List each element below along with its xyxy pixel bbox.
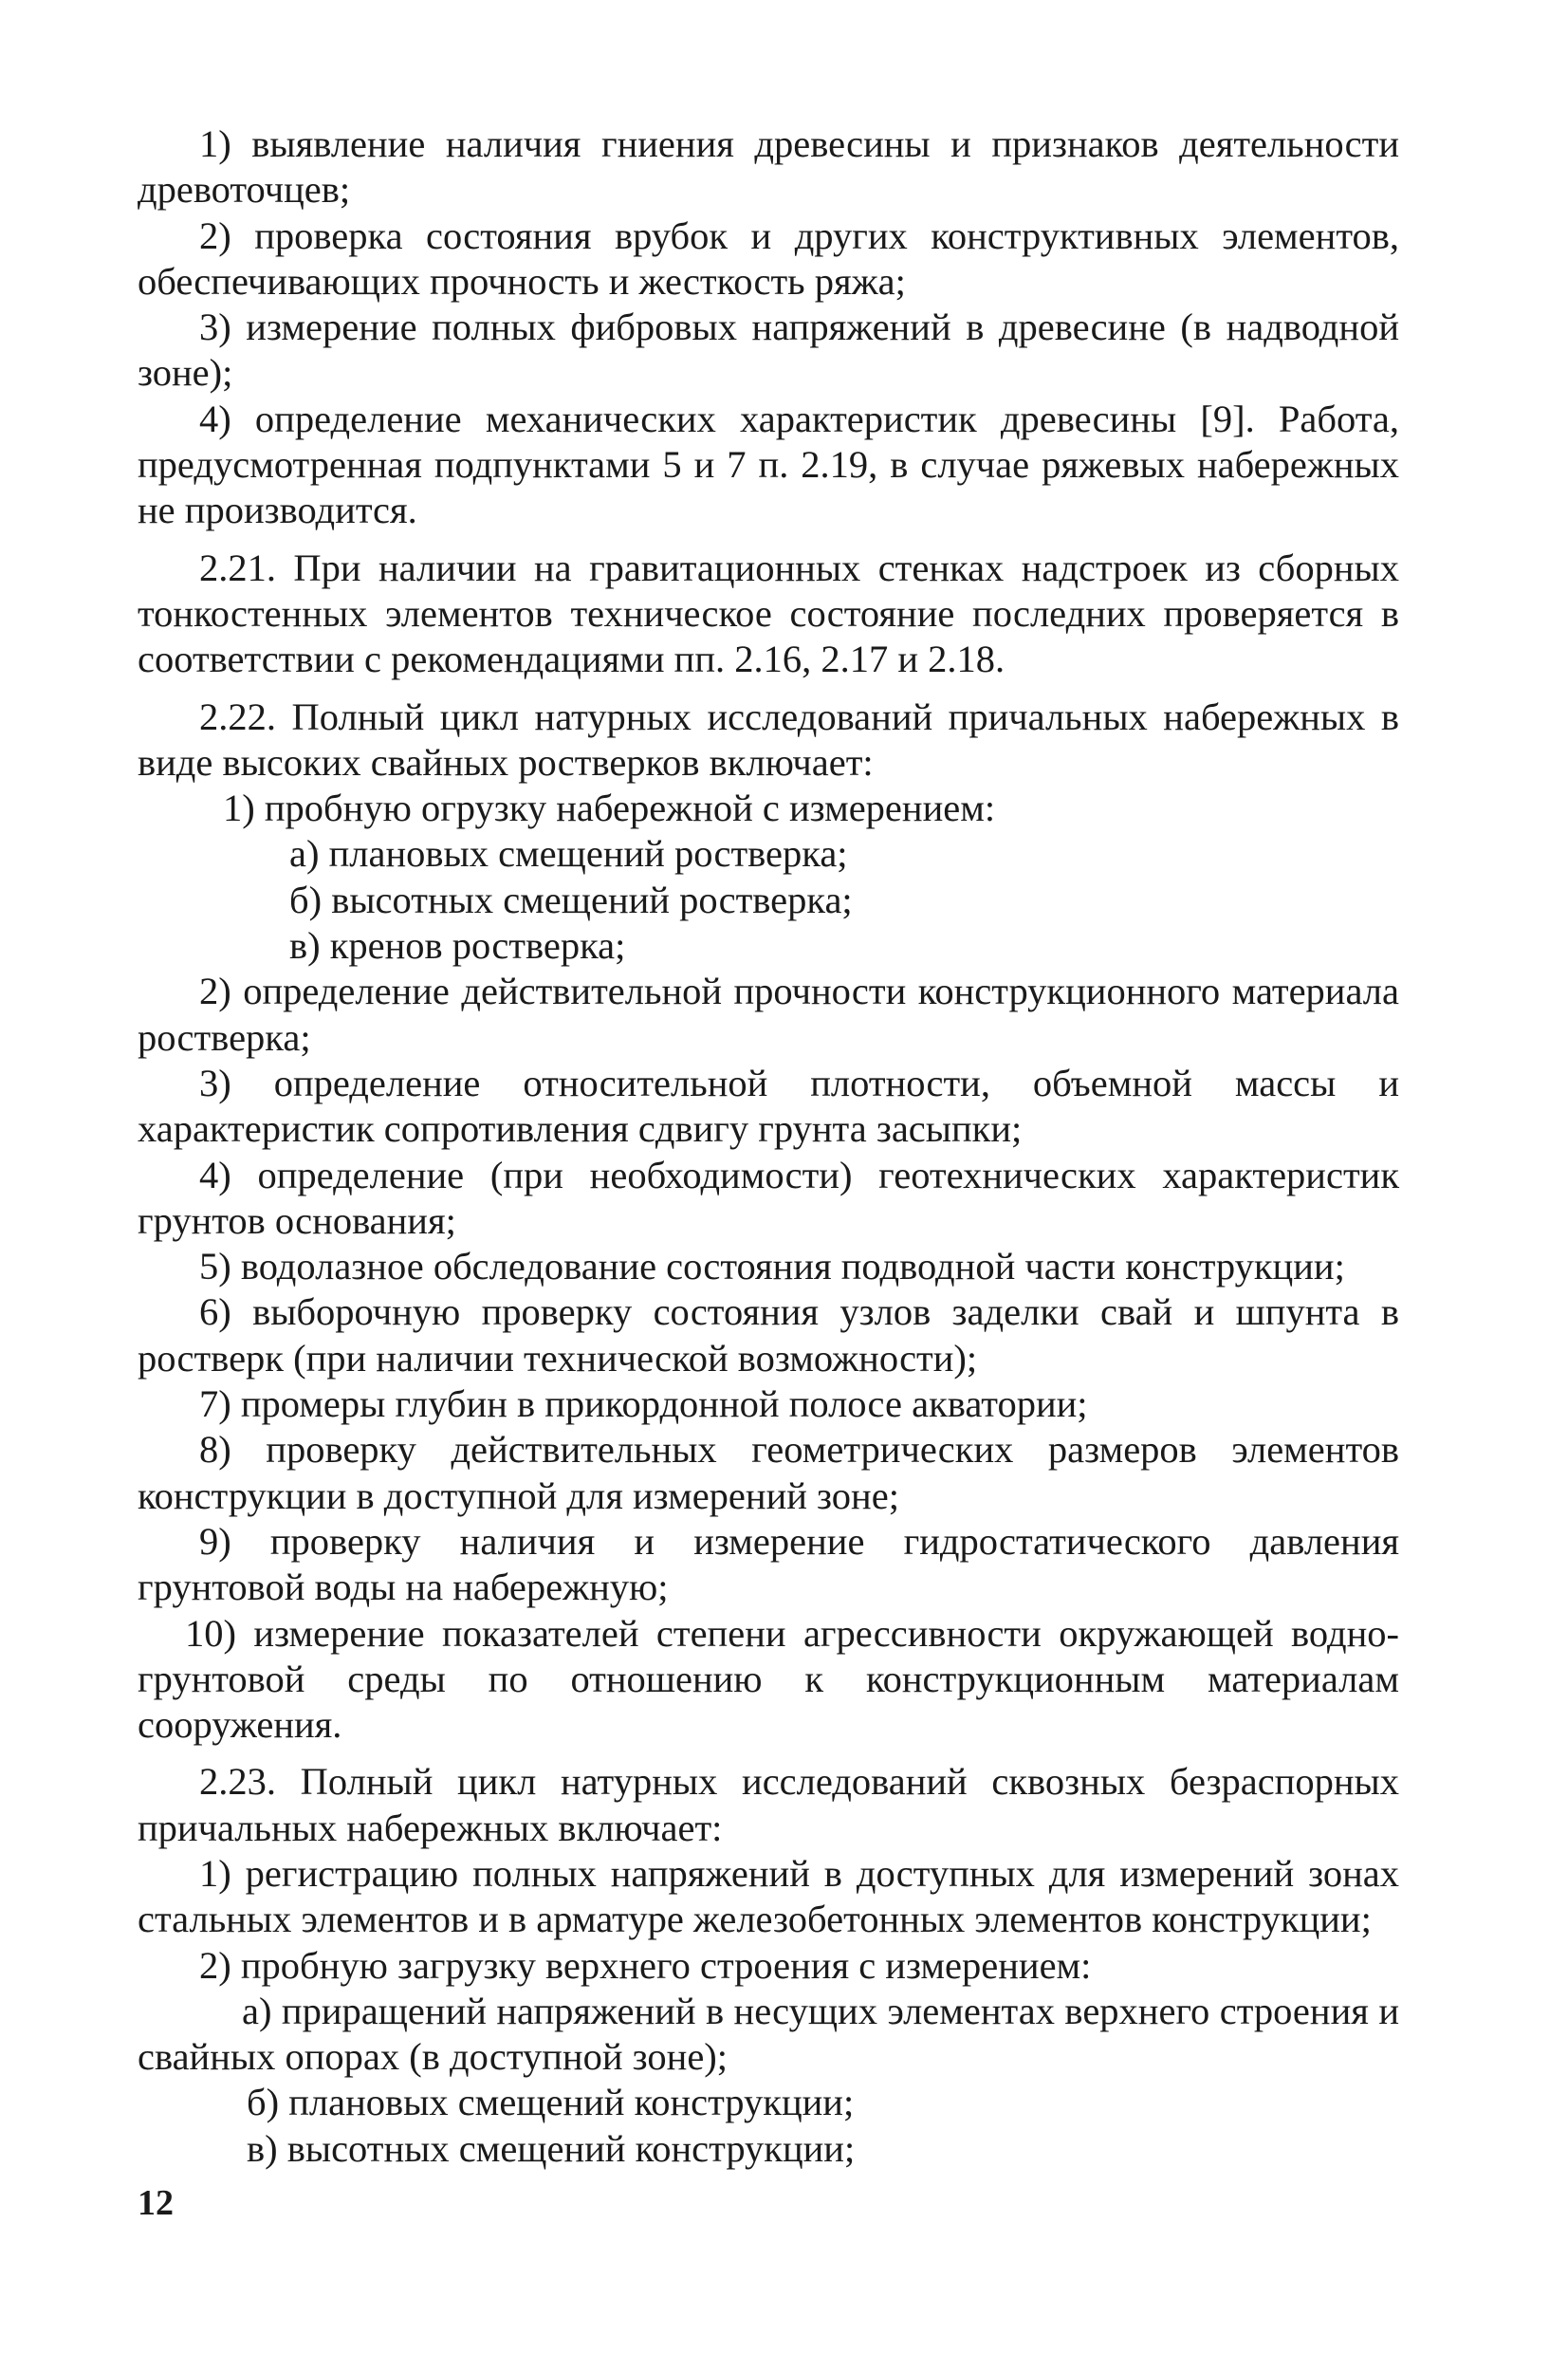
paragraph-item-1: 1) выявление наличия гниения древесины и признаков деятельности древоточцев;: [138, 122, 1399, 212]
list-item-2-23-1: 1) регистрацию полных напряжений в доступных для измерений зонах стальных элементов и в арматуре железобетонных элементов конструкции;: [138, 1851, 1399, 1941]
list-item-6: 6) выборочную проверку состояния узлов заделки свай и шпунта в ростверк (при наличии технической возможности);: [138, 1290, 1399, 1380]
list-item-5: 5) водолазное обследование состояния подводной части конструкции;: [199, 1245, 1345, 1288]
paragraph-2-22: 2.22. Полный цикл натурных исследований причальных набережных в виде высоких свайных ростверков включает:: [138, 695, 1399, 784]
paragraph-item-3: 3) измерение полных фибровых напряжений в древесине (в надводной зоне);: [138, 306, 1399, 395]
list-item-3: 3) определение относительной плотности, объемной массы и характеристик сопротивления сдвигу грунта засыпки;: [138, 1061, 1399, 1151]
list-subitem-2-23-v: в) высотных смещений конструкции;: [247, 2126, 856, 2170]
list-item-2: 2) определение действительной прочности конструкционного материала ростверка;: [138, 970, 1399, 1059]
paragraph-2-23: 2.23. Полный цикл натурных исследований сквозных безраспорных причальных набережных включает:: [138, 1760, 1399, 1849]
page-number: 12: [138, 2183, 174, 2223]
paragraph-item-2: 2) проверка состояния врубок и других конструктивных элементов, обеспечивающих прочность и жесткость ряжа;: [138, 213, 1399, 303]
paragraph-2-21: 2.21. При наличии на гравитационных стенках надстроек из сборных тонкостенных элементов техническое состояние последних проверяется в соответствии с рекомендациями пп. 2.16, 2.17 и 2.18.: [138, 546, 1399, 681]
list-item-2-23-2: 2) пробную загрузку верхнего строения с измерением:: [199, 1943, 1092, 1987]
list-subitem-2-23-a: а) приращений напряжений в несущих элементах верхнего строения и свайных опорах (в доступной зоне);: [138, 1989, 1399, 2079]
list-item-4: 4) определение (при необходимости) геотехнических характеристик грунтов основания;: [138, 1153, 1399, 1242]
list-item-10: 10) измерение показателей степени агрессивности окружающей водно-грунтовой среды по отношению к конструкционным материалам сооружения.: [138, 1611, 1399, 1747]
list-item-1: 1) пробную огрузку набережной с измерением:: [223, 787, 996, 830]
paragraph-item-4: 4) определение механических характеристик древесины [9]. Работа, предусмотренная подпунктами 5 и 7 п. 2.19, в случае ряжевых набережных не производится.: [138, 397, 1399, 532]
list-subitem-b: б) высотных смещений ростверка;: [289, 878, 853, 921]
list-item-8: 8) проверку действительных геометрических размеров элементов конструкции в доступной для измерений зоне;: [138, 1428, 1399, 1517]
list-item-9: 9) проверку наличия и измерение гидростатического давления грунтовой воды на набережную;: [138, 1519, 1399, 1609]
list-item-7: 7) промеры глубин в прикордонной полосе акватории;: [199, 1382, 1088, 1426]
list-subitem-v: в) кренов ростверка;: [289, 924, 626, 968]
page-body: [138, 121, 1399, 2172]
list-subitem-a: а) плановых смещений ростверка;: [289, 832, 848, 876]
list-subitem-2-23-b: б) плановых смещений конструкции;: [247, 2081, 855, 2124]
